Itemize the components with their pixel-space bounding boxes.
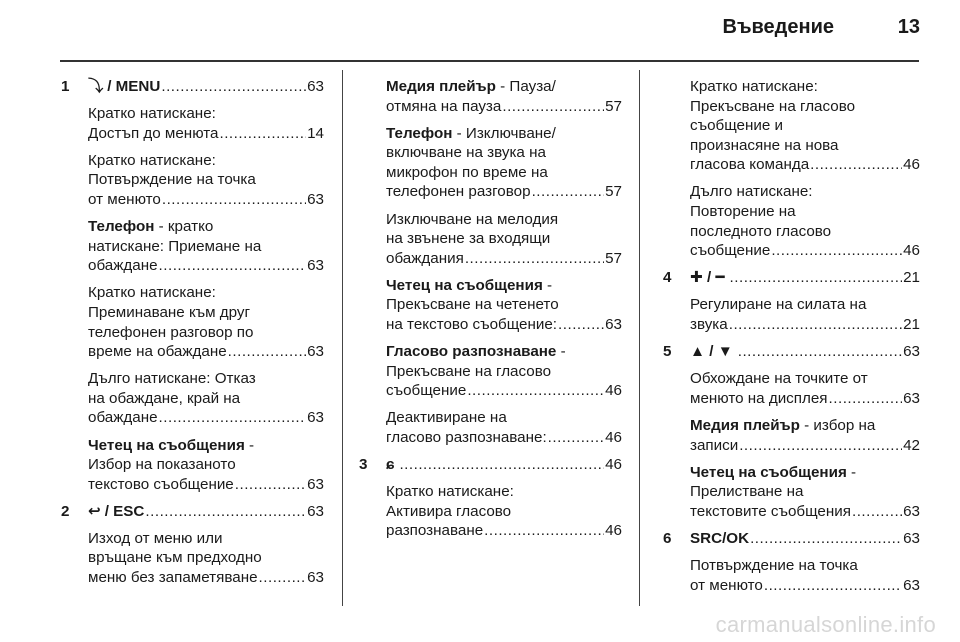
page-ref: 46 (903, 156, 920, 174)
page-ref: 57 (605, 183, 622, 201)
index-entry: Изход от меню или връщане към предходно меню без запаметяване ..... 63 (88, 529, 324, 588)
index-entry: Гласово разпознаване - Прекъсване на гласово съобщение ..... 46 (386, 342, 622, 401)
page-ref: 42 (903, 436, 920, 454)
index-entry: Кратко натискане: Достъп до менюта ..... 14 (88, 104, 324, 143)
watermark: carmanualsonline.info (715, 612, 936, 637)
page-ref: 63 (903, 389, 920, 407)
index-entry: Четец на съобщения - Прелистване на текстовите съобщения ..... 63 (690, 463, 920, 522)
index-entry: Четец на съобщения - Прекъсване на четенето на текстово съобщение: ..... 63 (386, 276, 622, 335)
page-ref: 63 (903, 529, 920, 547)
page-ref: 46 (903, 242, 920, 260)
index-entry: Дълго натискане: Отказ на обаждане, край на обаждане ..... 63 (88, 369, 324, 428)
page-ref: 63 (307, 409, 324, 427)
item-number: 4 (663, 269, 672, 287)
index-entry: Четец на съобщения - Избор на показаното текстово съобщение ..... 63 (88, 436, 324, 495)
page-number: 13 (897, 16, 920, 38)
page-ref: 63 (307, 78, 324, 95)
page-ref: 63 (307, 257, 324, 275)
index-entry: Кратко натискане: Активира гласово разпознаване ..... 46 (386, 482, 622, 541)
index-entry: Кратко натискане: Прекъсване на гласово съобщение и произнасяне на нова гласова команда ..... 46 (690, 77, 920, 175)
index-entry: Обхождане на точките от менюто на дисплея ..... 63 (690, 369, 920, 408)
plus-minus-icon: ✚ / ━ (690, 269, 725, 287)
page-ref: 63 (307, 502, 324, 520)
page-ref: 63 (307, 343, 324, 361)
index-entry: 6 SRC/OK ..... 63 (690, 529, 920, 549)
page-ref: 21 (903, 316, 920, 334)
page-ref: 57 (605, 249, 622, 267)
column-divider-1 (342, 70, 343, 606)
page-ref: 63 (903, 343, 920, 361)
index-entry: Кратко натискане: Потвърждение на точка от менюто ..... 63 (88, 151, 324, 210)
index-entry: Кратко натискане: Преминаване към друг телефонен разговор по време на обаждане ..... 63 (88, 283, 324, 361)
back-key-icon: ↩ (88, 502, 101, 520)
index-entry: Регулиране на силата на звука ..... 21 (690, 295, 920, 334)
page-ref: 57 (605, 97, 622, 115)
index-entry: Телефон - кратко натискане: Приемане на обаждане ..... 63 (88, 217, 324, 276)
column-divider-2 (639, 70, 640, 606)
index-column-1 (61, 77, 324, 595)
index-entry: 2 ↩ / ESC ..... 63 (88, 502, 324, 522)
page-ref: 21 (903, 269, 920, 287)
page-ref: 46 (605, 456, 622, 474)
page-ref: 46 (605, 382, 622, 400)
index-entry: Телефон - Изключване/ включване на звука на микрофон по време на телефонен разговор ..... 57 (386, 124, 622, 202)
index-entry (663, 342, 920, 362)
index-column-2 (359, 77, 622, 548)
section-title: Въведение (722, 16, 834, 38)
index-column-3 (663, 77, 920, 603)
page-ref: 46 (605, 429, 622, 446)
index-entry (359, 455, 622, 475)
index-entry (663, 268, 920, 288)
page-ref: 63 (307, 190, 324, 208)
item-number: 3 (359, 456, 368, 474)
page-ref: 63 (307, 569, 324, 587)
page-ref: 63 (903, 502, 920, 520)
index-entry: Потвърждение на точка от менюто ..... 63 (690, 556, 920, 595)
index-entry: Медия плейър - избор на записи ..... 42 (690, 416, 920, 455)
page-ref: 46 (605, 522, 622, 540)
page-ref: 14 (307, 124, 324, 142)
item-number: 5 (663, 343, 672, 361)
header-divider (60, 60, 919, 62)
up-down-arrow-icon: ▲ / ▼ (690, 343, 733, 361)
menu-key-icon: ⤵ (88, 78, 104, 95)
item-number: 6 (663, 529, 672, 547)
voice-key-icon: ɕ (386, 456, 395, 474)
index-entry: Деактивиране на гласово разпознаване: ..... 46 (386, 408, 622, 447)
item-number: 1 (61, 78, 70, 95)
index-entry: Медия плейър - Пауза/ отмяна на пауза ..... 57 (386, 77, 622, 116)
page-ref: 63 (903, 576, 920, 594)
page-ref: 63 (605, 316, 622, 334)
item-number: 2 (61, 502, 70, 520)
index-entry: 1 ⤵ / MENU ..... 63 (88, 77, 324, 97)
index-entry: Изключване на мелодия на звънене за входящи обаждания ..... 57 (386, 210, 622, 269)
page-ref: 63 (307, 475, 324, 493)
index-entry: Дълго натискане: Повторение на последното гласово съобщение ..... 46 (690, 182, 920, 260)
